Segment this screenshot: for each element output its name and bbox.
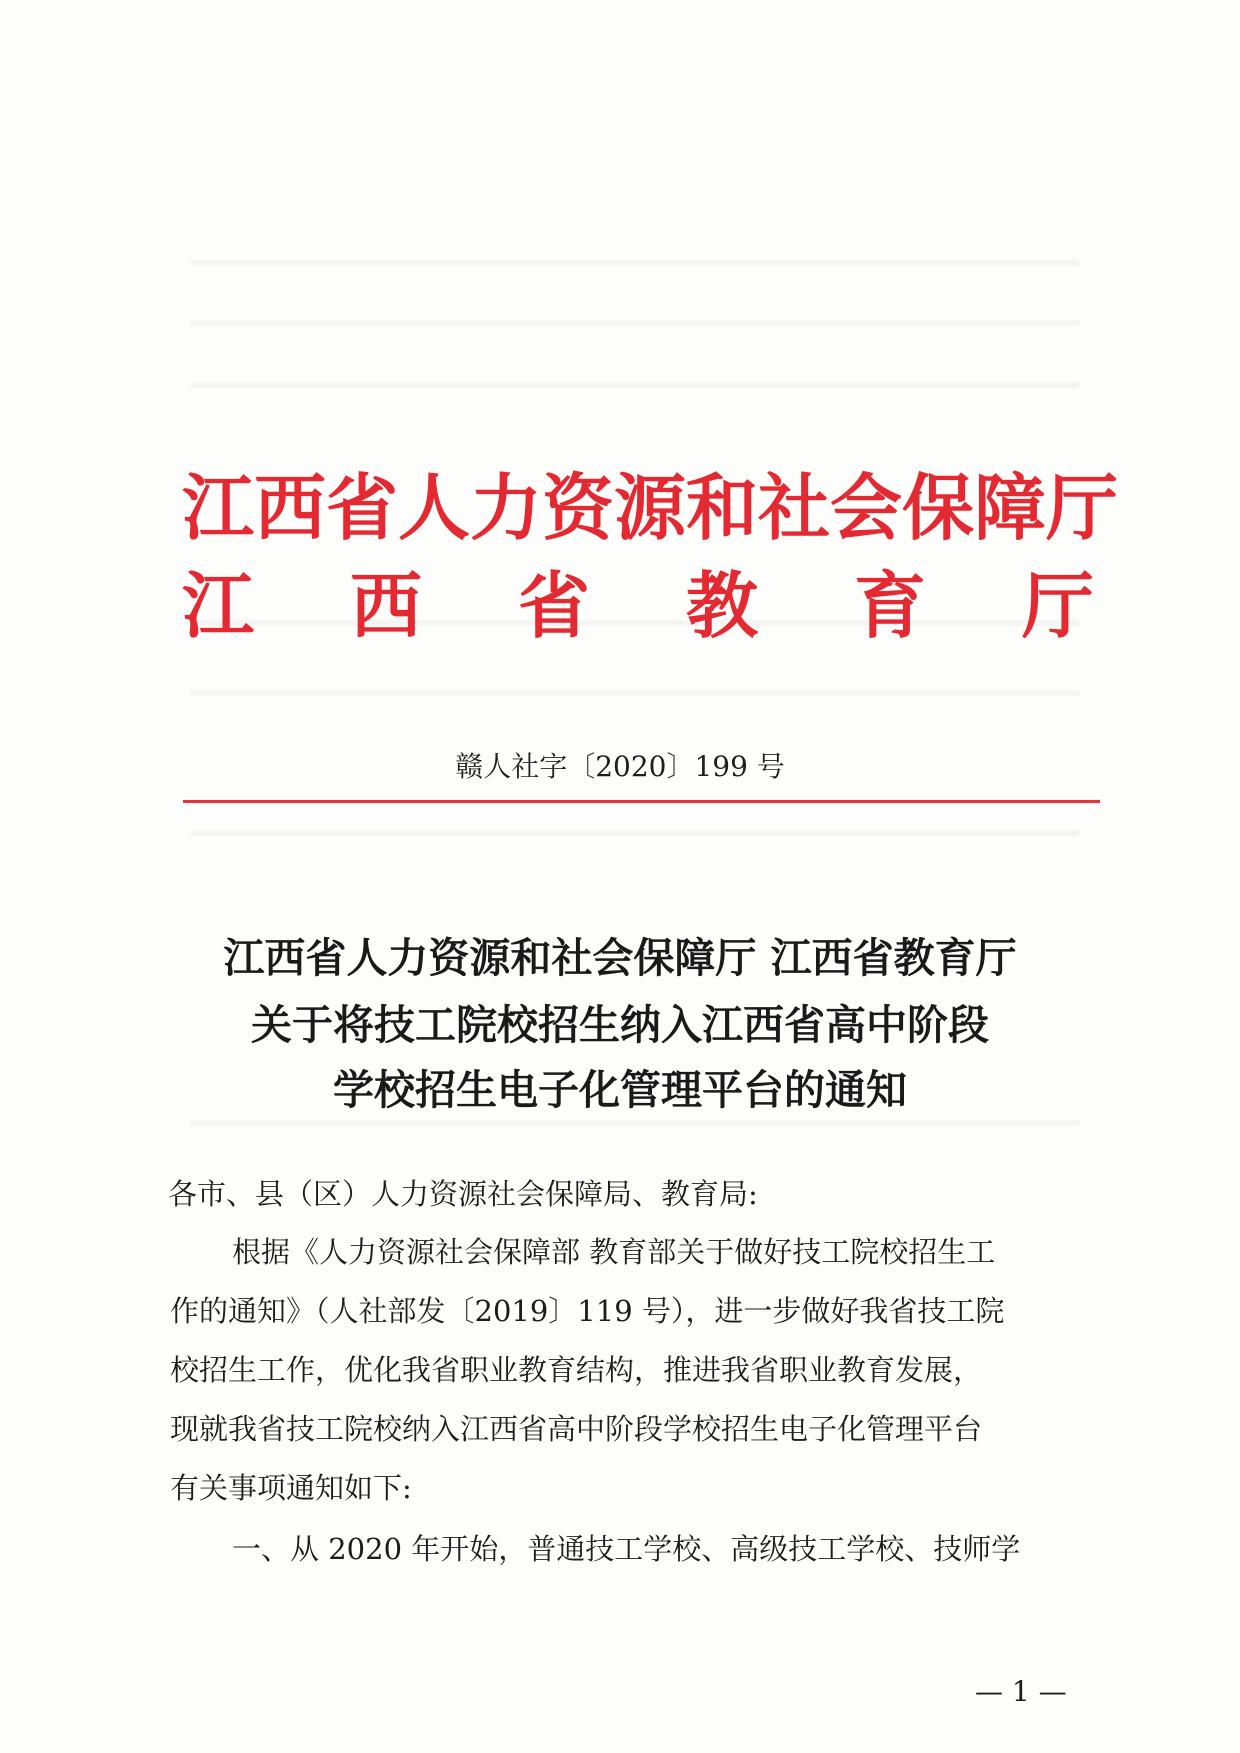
issuing-agency-hr: 江西省人力资源和社会保障厅 (182, 465, 1119, 550)
agency-char: 厅 (1021, 563, 1094, 648)
body-paragraph-line: 现就我省技工院校纳入江西省高中阶段学校招生电子化管理平台 (170, 1412, 983, 1446)
scan-bleed-mark (190, 382, 1080, 388)
page-number: — 1 — (975, 1675, 1067, 1708)
document-title-line-3: 学校招生电子化管理平台的通知 (333, 1066, 907, 1114)
body-paragraph-line: 有关事项通知如下: (170, 1471, 412, 1505)
agency-char: 育 (853, 563, 926, 648)
body-paragraph-line: 作的通知》（人社部发〔2019〕119 号），进一步做好我省技工院 (170, 1294, 1005, 1328)
body-paragraph-line: 校招生工作，优化我省职业教育结构，推进我省职业教育发展， (170, 1353, 983, 1387)
red-divider-line (183, 800, 1100, 803)
document-title-line-1: 江西省人力资源和社会保障厅 江西省教育厅 (223, 934, 1017, 982)
scan-bleed-mark (190, 1120, 1080, 1126)
document-title-line-2: 关于将技工院校招生纳入江西省高中阶段 (251, 1001, 989, 1049)
scan-bleed-mark (190, 260, 1080, 266)
issuing-agency-education (182, 548, 1094, 652)
scan-bleed-mark (190, 320, 1080, 326)
document-number: 赣人社字〔2020〕199 号 (455, 750, 785, 783)
agency-char: 西 (349, 563, 422, 648)
body-paragraph-line: 一、从 2020 年开始，普通技工学校、高级技工学校、技师学 (232, 1532, 1021, 1566)
body-paragraph-line: 根据《人力资源社会保障部 教育部关于做好技工院校招生工 (232, 1235, 996, 1269)
agency-char: 省 (517, 563, 590, 648)
salutation: 各市、县（区）人力资源社会保障局、教育局: (168, 1177, 758, 1211)
agency-char: 教 (685, 563, 758, 648)
scan-bleed-mark (190, 830, 1080, 836)
scan-bleed-mark (190, 690, 1080, 696)
agency-char: 江 (182, 563, 255, 648)
